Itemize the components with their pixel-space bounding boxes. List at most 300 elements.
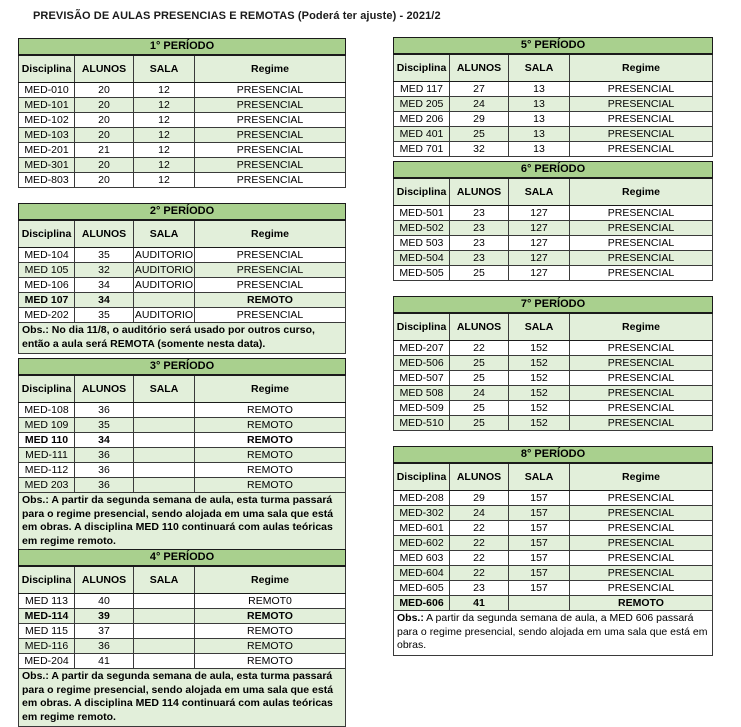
cell-alunos: 39 [75,609,134,624]
table-row [19,83,346,98]
cell-regime: REMOTO [195,478,346,493]
cell-regime: PRESENCIAL [195,158,346,173]
cell-alunos: 23 [450,221,509,236]
column-header-row [19,55,346,83]
cell-regime: PRESENCIAL [570,356,713,371]
cell-regime: PRESENCIAL [570,206,713,221]
cell-alunos: 23 [450,581,509,596]
cell-sala: 12 [134,98,195,113]
cell-disciplina: MED-112 [19,463,75,478]
column-header-alunos: ALUNOS [75,375,134,403]
obs-row [394,611,713,656]
cell-sala [134,463,195,478]
table-row [394,97,713,112]
period-title-row [19,550,346,567]
cell-regime: PRESENCIAL [570,506,713,521]
obs-note [394,611,713,656]
cell-sala: 13 [509,82,570,97]
cell-sala: AUDITORIO [134,308,194,321]
cell-sala [509,596,570,611]
cell-regime: PRESENCIAL [570,566,713,581]
column-header-alunos: ALUNOS [450,313,509,341]
cell-disciplina: MED-302 [394,506,450,521]
period-title-row [19,204,346,221]
cell-sala: 12 [134,83,195,98]
column-header-regime: Regime [195,220,346,248]
cell-alunos: 25 [450,401,509,416]
cell-sala: 152 [509,356,570,371]
cell-disciplina: MED-102 [19,113,75,128]
table-row [394,551,713,566]
table-row [19,624,346,639]
cell-regime: REMOTO [195,433,346,448]
table-row [394,401,713,416]
obs-prefix: Obs.: [22,494,49,506]
cell-regime: PRESENCIAL [570,341,713,356]
cell-sala: 127 [509,266,570,281]
cell-disciplina: MED-116 [19,639,75,654]
cell-sala: 12 [134,143,195,158]
table-body [394,206,713,281]
cell-disciplina: MED-506 [394,356,450,371]
cell-alunos: 23 [450,251,509,266]
column-header-disciplina: Disciplina [19,55,75,83]
cell-sala: AUDITORIO [134,248,194,261]
schedule-table [393,161,713,281]
cell-disciplina: MED-114 [19,609,75,624]
cell-alunos: 24 [450,506,509,521]
column-header-sala: SALA [134,375,195,403]
cell-alunos: 25 [450,416,509,431]
cell-disciplina: MED-602 [394,536,450,551]
table-row [394,341,713,356]
cell-regime: REMOT0 [195,594,346,609]
period-title-row [394,38,713,55]
cell-disciplina: MED-509 [394,401,450,416]
cell-alunos: 25 [450,266,509,281]
table-row [19,128,346,143]
cell-sala [134,639,195,654]
cell-sala [134,478,195,493]
cell-regime: PRESENCIAL [195,128,346,143]
cell-sala: 127 [509,251,570,266]
cell-regime: REMOTO [195,448,346,463]
cell-sala: 152 [509,371,570,386]
table-row [394,266,713,281]
column-header-regime: Regime [570,463,713,491]
cell-disciplina: MED-204 [19,654,75,669]
column-header-row [394,313,713,341]
column-header-alunos: ALUNOS [75,566,134,594]
cell-disciplina: MED-606 [394,596,450,611]
cell-disciplina: MED-108 [19,403,75,418]
period-title: 4° PERÍODO [19,550,346,567]
obs-prefix: Obs.: [22,324,49,336]
cell-sala: 127 [509,206,570,221]
cell-alunos: 29 [450,112,509,127]
cell-sala: 157 [509,536,570,551]
table-row [394,536,713,551]
table-row [394,82,713,97]
table-row [19,278,346,293]
cell-disciplina: MED 115 [19,624,75,639]
column-header-disciplina: Disciplina [19,375,75,403]
table-row [19,463,346,478]
table-body [394,82,713,157]
cell-sala: 152 [509,341,570,356]
table-row [394,596,713,611]
cell-disciplina: MED-104 [19,248,75,263]
column-header-alunos: ALUNOS [450,178,509,206]
table-row [19,478,346,493]
cell-regime: PRESENCIAL [195,248,346,263]
table-row [394,251,713,266]
cell-disciplina: MED-010 [19,83,75,98]
cell-sala: 13 [509,97,570,112]
cell-regime: REMOTO [195,403,346,418]
cell-sala: 152 [509,416,570,431]
cell-sala: 157 [509,491,570,506]
cell-regime: REMOTO [570,596,713,611]
cell-alunos: 41 [450,596,509,611]
schedule-table [393,296,713,431]
cell-regime: PRESENCIAL [570,251,713,266]
period-title: 1° PERÍODO [19,39,346,56]
cell-disciplina: MED-510 [394,416,450,431]
cell-alunos: 20 [75,173,134,188]
column-header-disciplina: Disciplina [19,220,75,248]
cell-alunos: 36 [75,463,134,478]
cell-alunos: 22 [450,551,509,566]
cell-regime: PRESENCIAL [195,83,346,98]
table-row [19,248,346,263]
table-row [19,98,346,113]
cell-sala [134,448,195,463]
document-title: PREVISÃO DE AULAS PRESENCIAS E REMOTAS (Poderá ter ajuste) - 2021/2 [33,10,441,22]
table-row [394,416,713,431]
cell-disciplina: MED 109 [19,418,75,433]
column-header-alunos: ALUNOS [450,54,509,82]
table-row [394,506,713,521]
column-header-disciplina: Disciplina [394,178,450,206]
column-header-alunos: ALUNOS [75,220,134,248]
cell-sala [134,594,195,609]
period-table-1 [18,38,346,188]
cell-sala: AUDITORIO [134,278,194,291]
cell-alunos: 25 [450,371,509,386]
cell-disciplina: MED-106 [19,278,75,293]
table-row [19,639,346,654]
cell-disciplina: MED-101 [19,98,75,113]
table-body [19,248,346,354]
cell-regime: PRESENCIAL [195,113,346,128]
table-row [19,654,346,669]
cell-alunos: 25 [450,127,509,142]
cell-regime: PRESENCIAL [570,221,713,236]
table-row [394,356,713,371]
cell-disciplina: MED-803 [19,173,75,188]
table-row [19,609,346,624]
cell-sala [134,433,195,448]
cell-alunos: 37 [75,624,134,639]
table-row [394,221,713,236]
period-title: 2° PERÍODO [19,204,346,221]
cell-disciplina: MED-507 [394,371,450,386]
cell-alunos: 34 [75,433,134,448]
column-header-row [394,463,713,491]
cell-regime: PRESENCIAL [195,173,346,188]
cell-sala: 12 [134,173,195,188]
cell-regime: PRESENCIAL [570,521,713,536]
cell-alunos: 22 [450,566,509,581]
cell-alunos: 32 [75,263,134,278]
cell-disciplina: MED 105 [19,263,75,278]
cell-sala: 12 [134,128,195,143]
cell-regime: PRESENCIAL [570,491,713,506]
period-title-row [394,447,713,464]
cell-alunos: 40 [75,594,134,609]
column-header-regime: Regime [570,178,713,206]
cell-sala: 157 [509,521,570,536]
cell-regime: PRESENCIAL [570,127,713,142]
table-row [19,263,346,278]
period-table-5 [393,37,713,157]
table-row [394,386,713,401]
column-header-sala: SALA [509,178,570,206]
cell-regime: PRESENCIAL [570,112,713,127]
cell-alunos: 23 [450,206,509,221]
table-row [19,308,346,323]
period-table-3 [18,358,346,551]
column-header-sala: SALA [509,313,570,341]
cell-disciplina: MED-202 [19,308,75,323]
table-row [19,143,346,158]
column-header-regime: Regime [195,55,346,83]
table-row [394,127,713,142]
cell-disciplina: MED 117 [394,82,450,97]
cell-sala: 13 [509,112,570,127]
cell-regime: REMOTO [195,609,346,624]
cell-alunos: 23 [450,236,509,251]
cell-alunos: 22 [450,341,509,356]
table-row [394,236,713,251]
cell-sala: 13 [509,142,570,157]
table-row [19,293,346,308]
period-table-8 [393,446,713,656]
cell-regime: PRESENCIAL [570,266,713,281]
cell-sala: 157 [509,551,570,566]
cell-alunos: 27 [450,82,509,97]
schedule-table [18,203,346,354]
cell-sala: 127 [509,221,570,236]
cell-regime: PRESENCIAL [195,308,346,323]
period-table-7 [393,296,713,431]
cell-regime: PRESENCIAL [570,401,713,416]
obs-body: A partir da segunda semana de aula, a MED 606 passará para o regime presencial, sendo alojada em uma sala que está em obras. [397,612,708,651]
period-title: 6° PERÍODO [394,162,713,179]
cell-sala: 12 [134,158,195,173]
column-header-disciplina: Disciplina [394,54,450,82]
cell-sala [134,418,195,433]
column-header-regime: Regime [195,375,346,403]
obs-note [19,493,346,551]
cell-regime: REMOTO [195,654,346,669]
period-title-row [19,359,346,376]
cell-disciplina: MED-208 [394,491,450,506]
cell-alunos: 35 [75,418,134,433]
cell-alunos: 20 [75,98,134,113]
table-row [394,206,713,221]
cell-disciplina: MED-601 [394,521,450,536]
column-header-disciplina: Disciplina [394,313,450,341]
cell-regime: PRESENCIAL [570,416,713,431]
cell-sala [134,624,195,639]
column-header-regime: Regime [570,313,713,341]
cell-disciplina: MED 401 [394,127,450,142]
table-body [19,594,346,727]
cell-disciplina: MED-301 [19,158,75,173]
obs-row [19,669,346,727]
cell-alunos: 20 [75,113,134,128]
table-row [19,418,346,433]
column-header-disciplina: Disciplina [394,463,450,491]
schedule-table [18,38,346,188]
table-row [19,173,346,188]
table-row [19,403,346,418]
column-header-regime: Regime [570,54,713,82]
table-row [394,566,713,581]
column-header-row [19,220,346,248]
cell-disciplina: MED-605 [394,581,450,596]
cell-disciplina: MED 701 [394,142,450,157]
obs-body: No dia 11/8, o auditório será usado por outros curso, então a aula será REMOTA (somente nesta data). [22,324,315,350]
table-row [394,112,713,127]
cell-sala [134,293,195,308]
cell-alunos: 36 [75,403,134,418]
obs-prefix: Obs.: [397,612,424,624]
cell-disciplina: MED 110 [19,433,75,448]
cell-disciplina: MED-505 [394,266,450,281]
cell-regime: PRESENCIAL [570,371,713,386]
cell-regime: PRESENCIAL [570,82,713,97]
column-header-alunos: ALUNOS [75,55,134,83]
column-header-row [19,566,346,594]
schedule-table [393,37,713,157]
table-body [19,83,346,188]
cell-sala [134,654,195,669]
period-title: 8° PERÍODO [394,447,713,464]
cell-alunos: 34 [75,293,134,308]
column-header-sala: SALA [509,54,570,82]
table-row [19,448,346,463]
table-row [19,158,346,173]
column-header-sala: SALA [134,55,195,83]
period-title: 3° PERÍODO [19,359,346,376]
period-title: 7° PERÍODO [394,297,713,314]
cell-disciplina: MED-501 [394,206,450,221]
cell-disciplina: MED 203 [19,478,75,493]
cell-regime: PRESENCIAL [570,236,713,251]
cell-disciplina: MED-502 [394,221,450,236]
cell-regime: REMOTO [195,624,346,639]
cell-sala: AUDITORIO [134,263,194,276]
table-row [394,142,713,157]
cell-sala: 152 [509,386,570,401]
cell-disciplina: MED-103 [19,128,75,143]
table-body [394,491,713,656]
cell-alunos: 24 [450,97,509,112]
cell-sala: 12 [134,113,195,128]
column-header-row [394,54,713,82]
cell-regime: PRESENCIAL [570,142,713,157]
cell-sala: 127 [509,236,570,251]
cell-alunos: 20 [75,128,134,143]
cell-regime: PRESENCIAL [570,536,713,551]
cell-disciplina: MED 206 [394,112,450,127]
cell-regime: REMOTO [195,418,346,433]
cell-disciplina: MED 508 [394,386,450,401]
period-title: 5° PERÍODO [394,38,713,55]
cell-regime: PRESENCIAL [195,278,346,293]
cell-sala: 157 [509,506,570,521]
cell-sala: 157 [509,581,570,596]
period-table-2 [18,203,346,354]
obs-prefix: Obs.: [22,670,49,682]
cell-alunos: 36 [75,639,134,654]
cell-alunos: 29 [450,491,509,506]
cell-alunos: 20 [75,158,134,173]
obs-note [19,669,346,727]
cell-sala [134,403,195,418]
column-header-sala: SALA [509,463,570,491]
cell-disciplina: MED-504 [394,251,450,266]
cell-disciplina: MED 603 [394,551,450,566]
cell-sala: 157 [509,566,570,581]
column-header-sala: SALA [134,566,195,594]
obs-note [19,323,346,354]
table-body [394,341,713,431]
cell-alunos: 20 [75,83,134,98]
table-row [394,491,713,506]
cell-disciplina: MED-111 [19,448,75,463]
cell-regime: REMOTO [195,463,346,478]
cell-disciplina: MED 503 [394,236,450,251]
period-table-4 [18,549,346,727]
obs-row [19,493,346,551]
cell-regime: PRESENCIAL [570,581,713,596]
cell-alunos: 34 [75,278,134,293]
obs-body: A partir da segunda semana de aula, esta turma passará para o regime presencial, sendo alojada em uma sala que está em obras. A disciplina MED 110 continuará com aulas teóricas em regime remoto. [22,494,334,547]
table-row [19,594,346,609]
cell-regime: PRESENCIAL [195,263,346,278]
obs-body: A partir da segunda semana de aula, esta turma passará para o regime presencial, sendo alojada em uma sala que está em obras. A disciplina MED 114 continuará com aulas teóricas em regime remoto. [22,670,334,723]
cell-alunos: 32 [450,142,509,157]
period-title-row [394,162,713,179]
table-body [19,403,346,551]
column-header-regime: Regime [195,566,346,594]
cell-regime: REMOTO [195,293,346,308]
cell-disciplina: MED-604 [394,566,450,581]
cell-disciplina: MED-201 [19,143,75,158]
cell-disciplina: MED 205 [394,97,450,112]
period-table-6 [393,161,713,281]
cell-alunos: 22 [450,521,509,536]
column-header-sala: SALA [134,220,195,248]
cell-alunos: 36 [75,448,134,463]
cell-sala [134,609,195,624]
cell-disciplina: MED-207 [394,341,450,356]
cell-regime: PRESENCIAL [195,143,346,158]
